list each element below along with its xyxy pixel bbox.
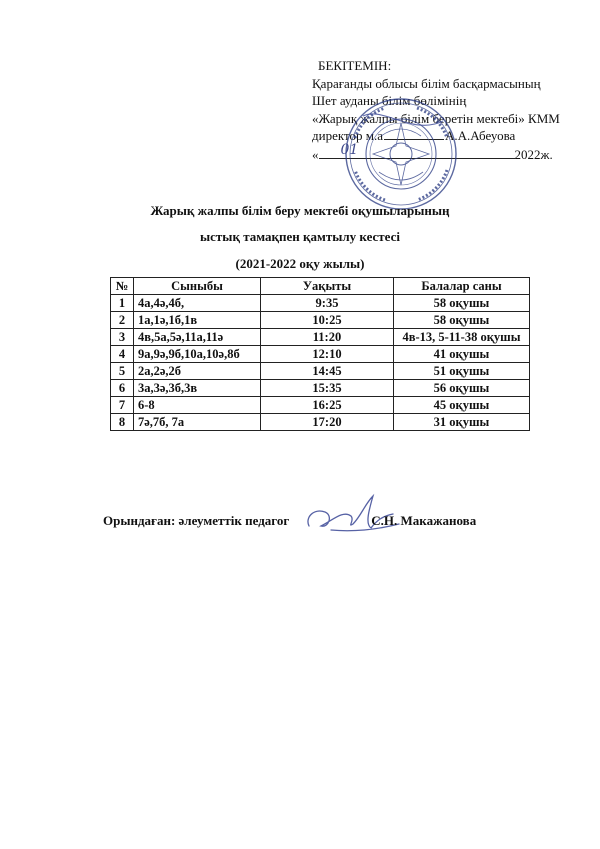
performer-line bbox=[103, 513, 476, 529]
table-row bbox=[111, 329, 530, 346]
row-number: 2 bbox=[111, 312, 134, 329]
approval-heading: БЕКІТЕМІН: bbox=[318, 58, 392, 73]
table-header-row bbox=[111, 278, 530, 295]
performer-name: С.Н. Макажанова bbox=[371, 513, 477, 528]
row-time: 16:25 bbox=[261, 397, 394, 414]
table-row bbox=[111, 295, 530, 312]
row-time: 10:25 bbox=[261, 312, 394, 329]
header-count: Балалар саны bbox=[394, 278, 530, 295]
row-time: 11:20 bbox=[261, 329, 394, 346]
row-time: 12:10 bbox=[261, 346, 394, 363]
row-number: 7 bbox=[111, 397, 134, 414]
header-class: Сыныбы bbox=[134, 278, 261, 295]
row-number: 4 bbox=[111, 346, 134, 363]
row-number: 1 bbox=[111, 295, 134, 312]
row-count: 41 оқушы bbox=[394, 346, 530, 363]
row-classes: 2а,2ә,2б bbox=[134, 363, 261, 380]
row-number: 8 bbox=[111, 414, 134, 431]
performer-label: Орындаған: әлеуметтік педагог bbox=[103, 513, 290, 528]
header-time: Уақыты bbox=[261, 278, 394, 295]
approval-line-region: Қарағанды облысы білім басқармасының bbox=[312, 75, 541, 91]
approval-line-school: «Жарық жалпы білім беретін мектебі» КММ bbox=[312, 110, 560, 126]
date-year: 2022ж. bbox=[514, 146, 553, 162]
row-time: 14:45 bbox=[261, 363, 394, 380]
row-count: 56 оқушы bbox=[394, 380, 530, 397]
row-number: 6 bbox=[111, 380, 134, 397]
title-line-year: (2021-2022 оқу жылы) bbox=[235, 256, 365, 271]
table-row bbox=[111, 312, 530, 329]
row-count: 58 оқушы bbox=[394, 312, 530, 329]
row-number: 3 bbox=[111, 329, 134, 346]
row-number: 5 bbox=[111, 363, 134, 380]
table-row bbox=[111, 363, 530, 380]
table-row bbox=[111, 414, 530, 431]
row-count: 4в-13, 5-11-38 оқушы bbox=[394, 329, 530, 346]
director-name: А.А.Абеуова bbox=[445, 128, 516, 143]
row-time: 9:35 bbox=[261, 295, 394, 312]
table-row bbox=[111, 346, 530, 363]
title-line-subject: ыстық тамақпен қамтылу кестесі bbox=[200, 229, 400, 244]
official-seal-icon bbox=[340, 96, 459, 212]
row-classes: 1а,1ә,1б,1в bbox=[134, 312, 261, 329]
row-classes: 4в,5а,5ә,11а,11ә bbox=[134, 329, 261, 346]
row-count: 45 оқушы bbox=[394, 397, 530, 414]
date-handwritten: 01 bbox=[340, 141, 359, 158]
row-classes: 7ә,7б, 7а bbox=[134, 414, 261, 431]
table-row bbox=[111, 397, 530, 414]
approval-line-district: Шет ауданы білім бөлімінің bbox=[312, 93, 467, 108]
header-number: № bbox=[111, 278, 134, 295]
director-title: директор м.а bbox=[312, 128, 383, 143]
row-classes: 4а,4ә,4б, bbox=[134, 295, 261, 312]
row-count: 58 оқушы bbox=[394, 295, 530, 312]
title-line-school: Жарық жалпы білім беру мектебі оқушыларының bbox=[150, 203, 450, 218]
row-classes: 6-8 bbox=[134, 397, 261, 414]
meal-schedule-table bbox=[110, 277, 530, 431]
row-classes: 9а,9ә,9б,10а,10ә,8б bbox=[134, 346, 261, 363]
table-row bbox=[111, 380, 530, 397]
row-time: 17:20 bbox=[261, 414, 394, 431]
row-count: 31 оқушы bbox=[394, 414, 530, 431]
row-classes: 3а,3ә,3б,3в bbox=[134, 380, 261, 397]
date-open-quote: « bbox=[312, 146, 319, 162]
row-time: 15:35 bbox=[261, 380, 394, 397]
row-count: 51 оқушы bbox=[394, 363, 530, 380]
